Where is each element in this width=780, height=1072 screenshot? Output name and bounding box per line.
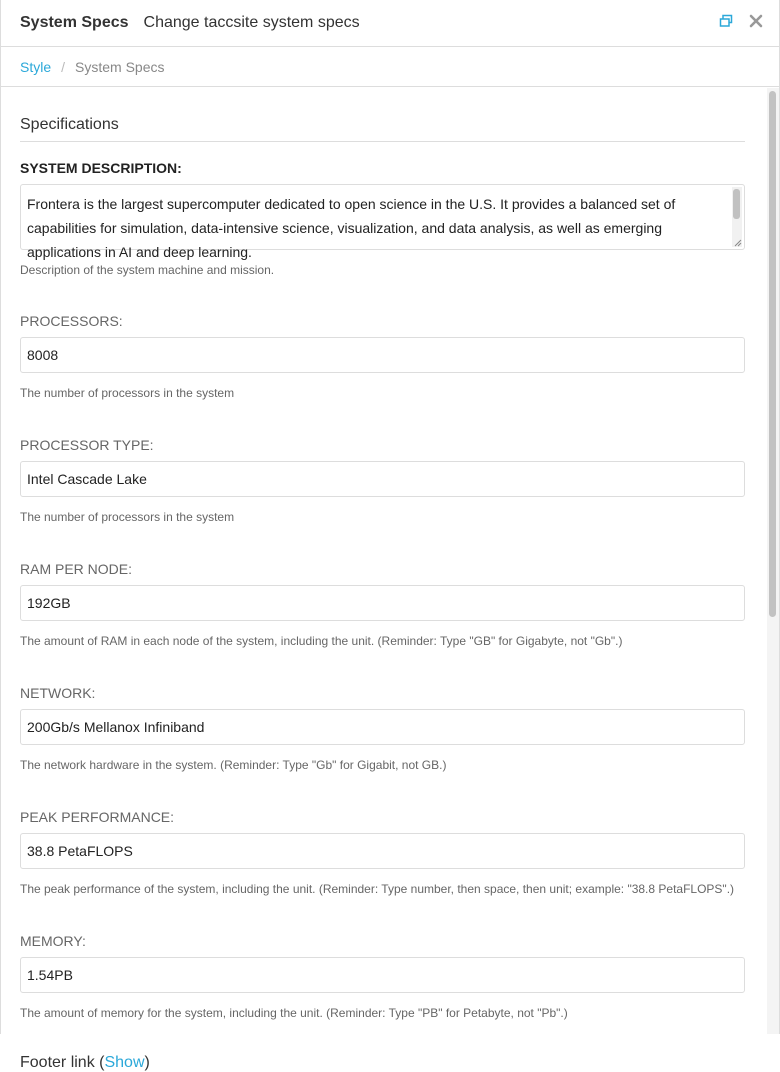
network-label: NETWORK: [20, 685, 96, 701]
processors-help: The number of processors in the system [20, 386, 235, 400]
fieldset-title: Specifications [20, 116, 745, 142]
footer-link-label: Footer link [20, 1054, 95, 1071]
titlebar-icons [719, 14, 763, 28]
peak-input[interactable]: 38.8 PetaFLOPS [20, 833, 745, 869]
modal-titlebar [1, 0, 779, 47]
description-value: Frontera is the largest supercomputer dedicated to open science in the U.S. It provides a balanced set of capabilities for simulation, data-intensive science, visualization, and data analysis, as well as emerging applications in AI and deep learning. [27, 196, 676, 260]
footer-link-open-paren: ( [99, 1054, 105, 1071]
breadcrumb-style-link[interactable]: Style [20, 58, 52, 75]
textarea-scroll-thumb[interactable] [733, 189, 740, 219]
field-memory [20, 933, 745, 1020]
description-help: Description of the system machine and mission. [20, 263, 275, 277]
footer-link-close-paren: ) [144, 1054, 150, 1071]
field-peak-performance [20, 809, 745, 896]
peak-help: The peak performance of the system, including the unit. (Reminder: Type number, then space, then unit; example: "38.8 PetaFLOPS".) [20, 882, 735, 896]
field-description [20, 160, 745, 277]
processor-type-help: The number of processors in the system [20, 510, 235, 524]
processor-type-label: PROCESSOR TYPE: [20, 437, 154, 453]
peak-label: PEAK PERFORMANCE: [20, 809, 175, 825]
ram-help: The amount of RAM in each node of the system, including the unit. (Reminder: Type "GB" for Gigabyte, not "Gb".) [20, 634, 623, 648]
memory-help: The amount of memory for the system, including the unit. (Reminder: Type "PB" for Petabyte, not "Pb".) [20, 1006, 568, 1020]
page-scrollbar[interactable] [767, 88, 779, 1034]
ram-label: RAM PER NODE: [20, 561, 133, 577]
modal-subtitle: Change taccsite system specs [143, 14, 360, 31]
memory-input[interactable]: 1.54PB [20, 957, 745, 993]
processor-type-input[interactable]: Intel Cascade Lake [20, 461, 745, 497]
processors-label: PROCESSORS: [20, 313, 123, 329]
field-network [20, 685, 745, 772]
field-processors [20, 313, 745, 400]
processors-input[interactable]: 8008 [20, 337, 745, 373]
network-help: The network hardware in the system. (Reminder: Type "Gb" for Gigabit, not GB.) [20, 758, 447, 772]
close-icon[interactable] [749, 14, 763, 28]
description-textarea[interactable] [20, 184, 745, 260]
maximize-icon[interactable] [719, 14, 733, 28]
modal-title: System Specs [20, 14, 129, 31]
resize-grip-icon[interactable] [732, 237, 742, 247]
footer-link-section [20, 1054, 733, 1072]
breadcrumb-separator: / [61, 58, 66, 75]
network-input[interactable]: 200Gb/s Mellanox Infiniband [20, 709, 745, 745]
breadcrumb [1, 47, 779, 87]
ram-input[interactable]: 192GB [20, 585, 745, 621]
field-processor-type [20, 437, 745, 524]
description-label: SYSTEM DESCRIPTION: [20, 160, 182, 176]
page-scroll-thumb[interactable] [769, 91, 776, 617]
form-content [1, 88, 767, 1071]
footer-link-show-toggle[interactable]: Show [104, 1054, 145, 1071]
memory-label: MEMORY: [20, 933, 86, 949]
breadcrumb-current: System Specs [75, 58, 165, 75]
field-ram [20, 561, 745, 648]
